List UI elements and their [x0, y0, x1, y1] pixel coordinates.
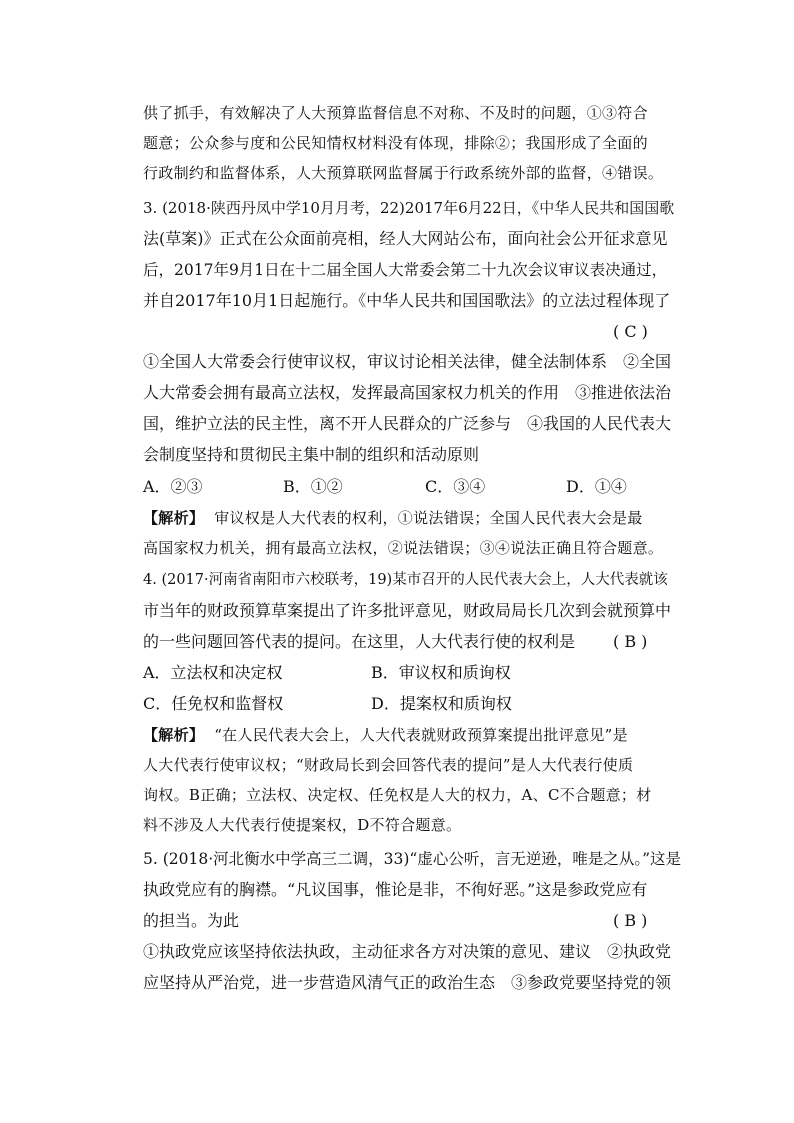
q4-answer: ( B ) — [613, 632, 648, 651]
q3-analysis-line-1 — [143, 507, 643, 529]
q5-line-3: 的担当。为此 — [143, 911, 240, 930]
q4-option-d: D．提案权和质询权 — [371, 694, 512, 713]
intro-line-2: 题意；公众参与度和公民知情权材料没有体现，排除②；我国形成了全面的 — [143, 134, 648, 152]
q4-line-2: 市当年的财政预算草案提出了许多批评意见，财政局局长几次到会就预算中 — [143, 601, 672, 620]
q4-analysis-line-2: 人大代表行使审议权；“财政局长到会回答代表的提问”是人大代表行使质 — [143, 756, 634, 774]
analysis-tag: 【解析】 — [143, 509, 205, 527]
q3-option-d: D．①④ — [566, 477, 627, 496]
q3-line-2: 法(草案)》正式在公众面前亮相，经人大网站公布，面向社会公开征求意见 — [143, 229, 668, 248]
q4-option-b: B．审议权和质询权 — [371, 663, 511, 682]
q4-option-a: A．立法权和决定权 — [143, 663, 283, 682]
q3-statement-2: 人大常委会拥有最高立法权，发挥最高国家权力机关的作用 ③推进依法治 — [143, 383, 672, 402]
q5-statement-1: ①执政党应该坚持依法执政，主动征求各方对决策的意见、建议 ②执政党 — [143, 942, 672, 961]
q3-option-a: A．②③ — [143, 477, 203, 496]
q4-option-c: C．任免权和监督权 — [143, 694, 284, 713]
q3-line-3: 后，2017年9月1日在十二届全国人大常委会第二十九次会议审议表决通过， — [143, 261, 668, 279]
q3-answer: ( C ) — [613, 322, 648, 341]
q5-line-1: 5. (2018·河北衡水中学高三二调，33)“虚心公听，言无逆逊，唯是之从。”这是 — [143, 850, 682, 868]
q3-line-4: 并自2017年10月1日起施行。《中华人民共和国国歌法》的立法过程体现了 — [143, 291, 671, 310]
q3-statement-1: ①全国人大常委会行使审议权，审议讨论相关法律，健全法制体系 ②全国 — [143, 352, 672, 371]
analysis-text: 审议权是人大代表的权利，①说法错误；全国人民代表大会是最 — [214, 509, 643, 527]
q4-analysis-line-4: 料不涉及人大代表行使提案权，D不符合题意。 — [143, 816, 462, 834]
q5-line-2: 执政党应有的胸襟。“凡议国事，惟论是非，不徇好恶。”这是参政党应有 — [143, 880, 648, 899]
q3-statement-4: 会制度坚持和贯彻民主集中制的组织和活动原则 — [143, 445, 480, 464]
q3-option-c: C．③④ — [425, 477, 486, 496]
intro-line-1: 供了抓手，有效解决了人大预算监督信息不对称、不及时的问题，①③符合 — [143, 104, 648, 122]
analysis-text: “在人民代表大会上，人大代表就财政预算案提出批评意见”是 — [214, 726, 628, 744]
intro-line-3: 行政制约和监督体系，人大预算联网监督属于行政系统外部的监督，④错误。 — [143, 164, 664, 182]
q3-statement-3: 国，维护立法的民主性，离不开人民群众的广泛参与 ④我国的人民代表大 — [143, 414, 672, 433]
q3-line-1: 3. (2018·陕西丹凤中学10月月考，22)2017年6月22日，《中华人民共和国国歌 — [143, 199, 675, 217]
q4-analysis-line-1 — [143, 724, 628, 746]
q5-answer: ( B ) — [613, 911, 648, 930]
q3-analysis-line-2: 高国家权力机关，拥有最高立法权，②说法错误；③④说法正确且符合题意。 — [143, 539, 664, 557]
q4-line-1: 4. (2017·河南省南阳市六校联考，19)某市召开的人民代表大会上，人大代表就该 — [143, 572, 668, 588]
q5-statement-2: 应坚持从严治党，进一步营造风清气正的政治生态 ③参政党要坚持党的领 — [143, 973, 672, 992]
q4-analysis-line-3: 询权。B正确；立法权、决定权、任免权是人大的权力，A、C不合题意；材 — [143, 786, 652, 804]
analysis-tag: 【解析】 — [143, 726, 205, 744]
q4-line-3: 的一些问题回答代表的提问。在这里，人大代表行使的权利是 — [143, 632, 576, 651]
q3-option-b: B．①② — [283, 477, 343, 496]
